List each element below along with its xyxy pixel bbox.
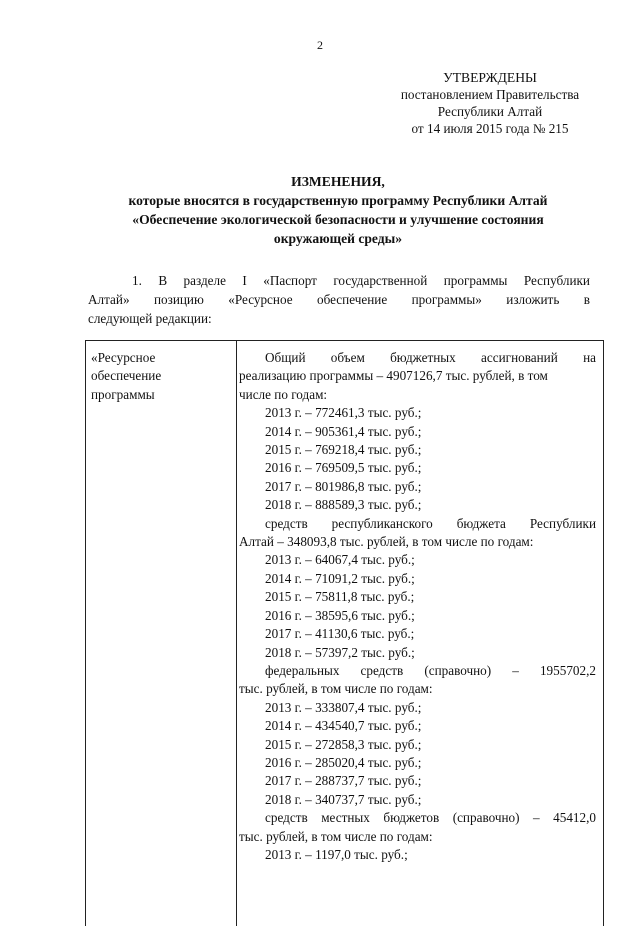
funding-cell [239,349,596,864]
total-year-2013: 2013 г. – 772461,3 тыс. руб.; [265,405,422,421]
republic-year-2016: 2016 г. – 38595,6 тыс. руб.; [265,607,415,623]
federal-line-1: федеральных средств (справочно) – 1955702,2 [265,662,596,678]
republic-year-2017: 2017 г. – 41130,6 тыс. руб.; [265,626,415,642]
local-line-2: тыс. рублей, в том числе по годам: [239,828,433,844]
federal-year-2018: 2018 г. – 340737,7 тыс. руб.; [265,791,422,807]
heading-line-2: «Обеспечение экологической безопасности и улучшение состояния [132,212,544,227]
approval-head: УТВЕРЖДЕНЫ [443,70,537,85]
position-label-line-1: «Ресурсное [91,350,156,365]
republic-year-2015: 2015 г. – 75811,8 тыс. руб.; [265,589,415,605]
total-year-2016: 2016 г. – 769509,5 тыс. руб.; [265,460,422,476]
approval-line-2: Республики Алтай [437,104,543,119]
column-divider [236,341,237,926]
heading-line-1: которые вносятся в государственную программу Республики Алтай [128,193,548,208]
total-year-2014: 2014 г. – 905361,4 тыс. руб.; [265,423,422,439]
total-line-3: числе по годам: [239,386,328,402]
total-line-1: Общий объем бюджетных ассигнований на [265,350,596,365]
federal-year-2016: 2016 г. – 285020,4 тыс. руб.; [265,754,422,770]
republic-line-1: средств республиканского бюджета Республики [265,515,596,531]
federal-year-2013: 2013 г. – 333807,4 тыс. руб.; [265,699,422,715]
heading-title: ИЗМЕНЕНИЯ, [291,174,385,189]
federal-year-2017: 2017 г. – 288737,7 тыс. руб.; [265,773,422,789]
federal-line-2: тыс. рублей, в том числе по годам: [239,681,433,697]
approval-stamp [380,69,600,137]
intro-line-2: Алтай» позицию «Ресурсное обеспечение программы» изложить в [88,292,590,307]
federal-year-2015: 2015 г. – 272858,3 тыс. руб.; [265,736,422,752]
page-number: 2 [317,38,323,52]
total-year-2015: 2015 г. – 769218,4 тыс. руб.; [265,442,422,458]
local-year-2013: 2013 г. – 1197,0 тыс. руб.; [265,846,408,862]
position-label-line-2: обеспечение [91,368,162,384]
position-label-line-3: программы [91,386,155,402]
intro-paragraph [88,271,590,328]
total-line-2: реализацию программы – 4907126,7 тыс. рублей, в том [239,368,548,384]
republic-year-2013: 2013 г. – 64067,4 тыс. руб.; [265,552,415,568]
republic-line-2: Алтай – 348093,8 тыс. рублей, в том числе по годам: [239,534,534,550]
total-year-2017: 2017 г. – 801986,8 тыс. руб.; [265,478,422,494]
approval-line-3: от 14 июля 2015 года № 215 [411,121,569,136]
position-label-cell [91,349,231,404]
approval-line-1: постановлением Правительства [400,87,580,102]
republic-year-2014: 2014 г. – 71091,2 тыс. руб.; [265,570,415,586]
heading-line-3: окружающей среды» [273,231,403,246]
intro-line-3: следующей редакции: [88,311,212,326]
republic-year-2018: 2018 г. – 57397,2 тыс. руб.; [265,644,415,660]
document-heading [88,172,588,248]
resource-table [85,340,604,926]
total-year-2018: 2018 г. – 888589,3 тыс. руб.; [265,497,422,513]
federal-year-2014: 2014 г. – 434540,7 тыс. руб.; [265,718,422,734]
local-line-1: средств местных бюджетов (справочно) – 45412,0 [265,810,596,826]
intro-line-1: 1. В разделе I «Паспорт государственной программы Республики [132,273,590,288]
